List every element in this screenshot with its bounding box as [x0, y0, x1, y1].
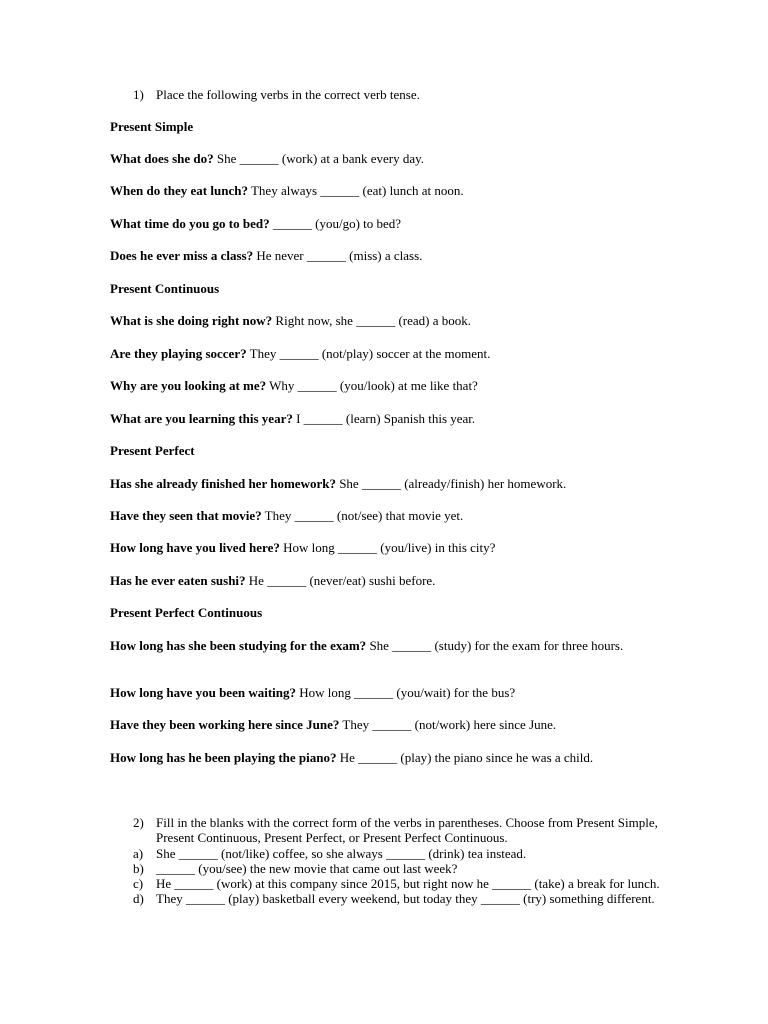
exercise-sentence: How long ______ (you/live) in this city? — [279, 540, 496, 555]
section-1-number: 1) — [133, 87, 144, 102]
heading-present-perfect-continuous: Present Perfect Continuous — [110, 605, 263, 620]
exercise-item — [110, 717, 650, 732]
exercise-question: How long has he been playing the piano? — [110, 750, 337, 765]
exercise-sentence: How long ______ (you/wait) for the bus? — [296, 685, 516, 700]
exercise-sentence: She ______ (study) for the exam for three hours. — [366, 638, 624, 653]
list-item-marker: d) — [133, 891, 144, 906]
exercise-question: Why are you looking at me? — [110, 378, 267, 393]
exercise-item — [110, 685, 650, 700]
exercise-question: Have they seen that movie? — [110, 508, 262, 523]
exercise-sentence: He ______ (play) the piano since he was a child. — [336, 750, 594, 765]
list-item — [133, 861, 663, 876]
heading-present-simple: Present Simple — [110, 119, 194, 134]
section-1-instruction-text: Place the following verbs in the correct verb tense. — [156, 87, 420, 102]
heading-present-perfect: Present Perfect — [110, 443, 195, 458]
exercise-sentence: ______ (you/go) to bed? — [269, 216, 402, 231]
exercise-sentence: He ______ (never/eat) sushi before. — [245, 573, 436, 588]
exercise-item — [110, 508, 650, 523]
exercise-item — [110, 378, 650, 393]
section-2-instruction — [133, 815, 663, 845]
exercise-sentence: Right now, she ______ (read) a book. — [272, 313, 471, 328]
exercise-item — [110, 411, 650, 426]
exercise-question: When do they eat lunch? — [110, 183, 248, 198]
exercise-item — [110, 638, 650, 653]
section-2-list — [133, 846, 663, 906]
list-item-marker: a) — [133, 846, 144, 861]
exercise-item — [110, 313, 650, 328]
exercise-sentence: They always ______ (eat) lunch at noon. — [247, 183, 464, 198]
list-item — [133, 876, 663, 891]
exercise-question: How long have you been waiting? — [110, 685, 296, 700]
exercise-item — [110, 248, 650, 263]
list-item-marker: c) — [133, 876, 144, 891]
list-item-text: He ______ (work) at this company since 2015, but right now he ______ (take) a break for lunch. — [156, 876, 660, 891]
exercise-question: What does she do? — [110, 151, 214, 166]
exercise-item — [110, 540, 650, 555]
exercise-question: Have they been working here since June? — [110, 717, 340, 732]
exercise-item — [110, 151, 650, 166]
section-1-instruction — [133, 87, 663, 102]
exercise-sentence: I ______ (learn) Spanish this year. — [292, 411, 476, 426]
exercise-item — [110, 750, 650, 765]
list-item-text: ______ (you/see) the new movie that came out last week? — [156, 861, 458, 876]
exercise-question: What time do you go to bed? — [110, 216, 270, 231]
exercise-question: What is she doing right now? — [110, 313, 273, 328]
heading-present-continuous: Present Continuous — [110, 281, 220, 296]
list-item-text: She ______ (not/like) coffee, so she always ______ (drink) tea instead. — [156, 846, 527, 861]
exercise-sentence: They ______ (not/work) here since June. — [339, 717, 557, 732]
exercise-question: What are you learning this year? — [110, 411, 293, 426]
exercise-sentence: She ______ (already/finish) her homework. — [335, 476, 567, 491]
exercise-question: How long have you lived here? — [110, 540, 280, 555]
exercise-question: Has she already finished her homework? — [110, 476, 336, 491]
exercise-sentence: She ______ (work) at a bank every day. — [213, 151, 425, 166]
exercise-question: Does he ever miss a class? — [110, 248, 254, 263]
exercise-item — [110, 346, 650, 361]
list-item-marker: b) — [133, 861, 144, 876]
exercise-item — [110, 476, 650, 491]
exercise-question: How long has she been studying for the exam? — [110, 638, 367, 653]
exercise-sentence: Why ______ (you/look) at me like that? — [266, 378, 478, 393]
exercise-item — [110, 573, 650, 588]
list-item — [133, 846, 663, 861]
exercise-item — [110, 183, 650, 198]
section-2-number: 2) — [133, 815, 144, 830]
list-item-text: They ______ (play) basketball every weekend, but today they ______ (try) something different. — [156, 891, 655, 906]
exercise-item — [110, 216, 650, 231]
list-item — [133, 891, 663, 906]
exercise-sentence: They ______ (not/play) soccer at the moment. — [246, 346, 491, 361]
section-2-instruction-text: Fill in the blanks with the correct form of the verbs in parentheses. Choose from Present Simple, Present Continuous, Present Perfect, or Present Perfect Continuous. — [156, 815, 658, 845]
exercise-question: Are they playing soccer? — [110, 346, 247, 361]
exercise-sentence: They ______ (not/see) that movie yet. — [261, 508, 464, 523]
exercise-sentence: He never ______ (miss) a class. — [253, 248, 423, 263]
exercise-question: Has he ever eaten sushi? — [110, 573, 246, 588]
